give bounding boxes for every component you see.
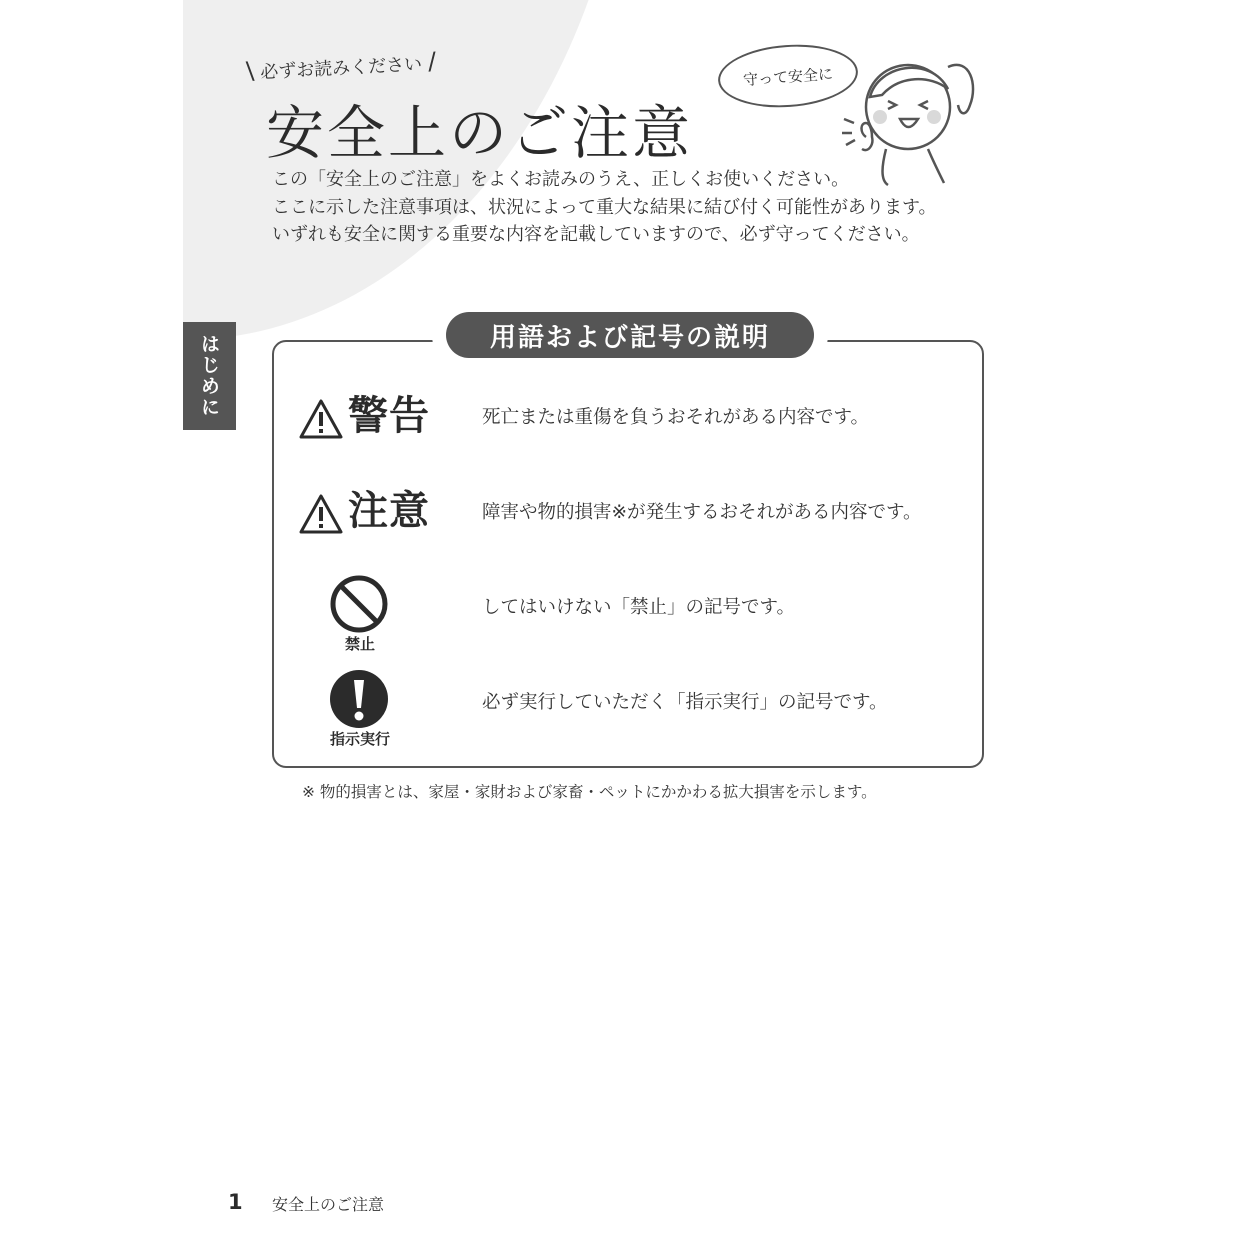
legend-symbol-warning bbox=[298, 376, 458, 456]
kicker-slash-right: / bbox=[427, 47, 437, 76]
legend-row-prohibition bbox=[298, 573, 958, 653]
intro-line: この「安全上のご注意」をよくお読みのうえ、正しくお使いください。 bbox=[272, 169, 850, 190]
exclamation-circle-icon bbox=[328, 668, 390, 730]
legend-symbol-mandatory bbox=[298, 668, 458, 748]
legend-symbol-caution bbox=[298, 471, 458, 551]
legend-symbol-prohibition bbox=[298, 573, 458, 653]
chapter-tab bbox=[183, 322, 236, 430]
legend-row-mandatory bbox=[298, 668, 958, 748]
kicker-text: 必ずお読みください bbox=[259, 53, 423, 84]
speech-bubble-text: 守って安全に bbox=[742, 64, 834, 89]
character-illustration bbox=[830, 45, 980, 195]
warning-triangle-icon bbox=[298, 493, 344, 535]
intro-line: いずれも安全に関する重要な内容を記載していますので、必ず守ってください。 bbox=[272, 224, 920, 245]
page-number: 1 bbox=[228, 1190, 243, 1214]
legend-row-warning bbox=[298, 376, 958, 456]
prohibition-description: してはいけない「禁止」の記号です。 bbox=[482, 597, 796, 618]
warning-triangle-icon bbox=[298, 398, 344, 440]
legend-title: 用語および記号の説明 bbox=[446, 312, 814, 358]
footer-section-title: 安全上のご注意 bbox=[272, 1195, 385, 1214]
warning-label: 警告 bbox=[348, 393, 430, 439]
prohibition-icon bbox=[328, 573, 390, 635]
kicker-slash-left: \ bbox=[245, 56, 255, 85]
mandatory-description: 必ず実行していただく「指示実行」の記号です。 bbox=[482, 692, 888, 713]
footnote: ※ 物的損害とは、家屋・家財および家畜・ペットにかかわる拡大損害を示します。 bbox=[302, 783, 877, 801]
page-title: 安全上のご注意 bbox=[266, 99, 694, 167]
caution-label: 注意 bbox=[348, 488, 430, 534]
intro-line: ここに示した注意事項は、状況によって重大な結果に結び付く可能性があります。 bbox=[272, 196, 937, 218]
caution-description: 障害や物的損害※が発生するおそれがある内容です。 bbox=[482, 502, 922, 523]
mandatory-caption: 指示実行 bbox=[329, 730, 390, 748]
chapter-tab-label: はじめに bbox=[198, 334, 220, 418]
prohibition-caption: 禁止 bbox=[344, 635, 375, 653]
legend-row-caution bbox=[298, 471, 958, 551]
warning-description: 死亡または重傷を負うおそれがある内容です。 bbox=[482, 407, 870, 428]
